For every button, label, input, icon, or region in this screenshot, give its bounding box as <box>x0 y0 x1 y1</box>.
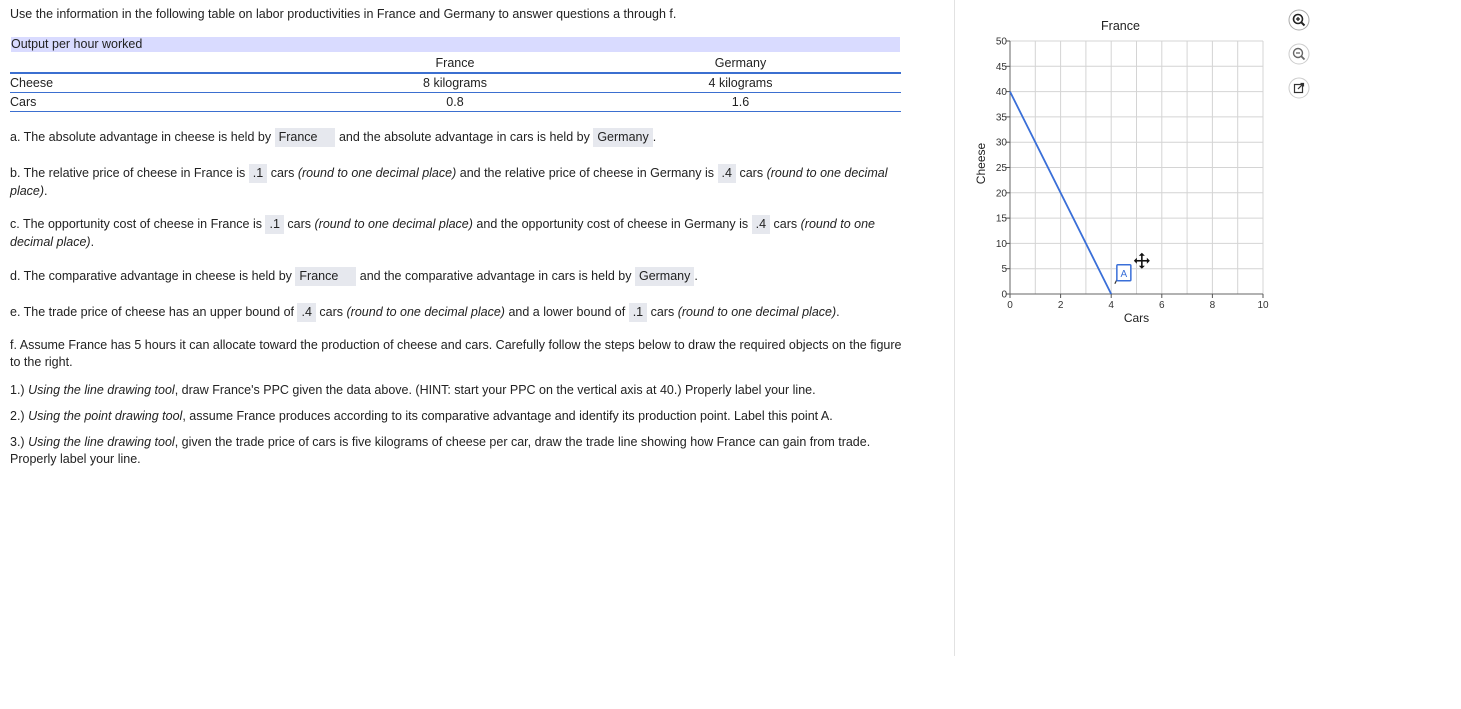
x-tick-label: 10 <box>1257 300 1269 311</box>
table-cell: 0.8 <box>330 93 580 112</box>
y-tick-label: 0 <box>1001 289 1007 301</box>
y-tick-label: 10 <box>995 238 1007 250</box>
table-row <box>10 73 901 93</box>
answer-field-b2[interactable]: .4 <box>718 164 736 183</box>
y-tick-label: 20 <box>995 188 1007 200</box>
zoom-out-icon[interactable] <box>1288 43 1310 65</box>
table-cell: Cars <box>10 93 330 112</box>
y-tick-label: 35 <box>995 112 1007 124</box>
x-tick-label: 0 <box>1007 300 1013 311</box>
table-header-cell <box>10 54 330 73</box>
y-tick-label: 45 <box>995 61 1007 73</box>
answer-field-b1[interactable]: .1 <box>249 164 267 183</box>
x-axis-label: Cars <box>1123 311 1150 325</box>
y-tick-label: 5 <box>1001 264 1007 276</box>
answer-field-a2[interactable]: Germany <box>593 128 652 147</box>
y-axis-label: Cheese <box>974 142 988 185</box>
zoom-in-icon[interactable] <box>1288 9 1310 31</box>
step-2: 2.) Using the point drawing tool, assume France produces according to its comparative advantage and identify its production point. Label this point A. <box>10 409 833 423</box>
answer-field-e1[interactable]: .4 <box>297 303 315 322</box>
y-tick-label: 30 <box>995 137 1007 149</box>
table-cell: 4 kilograms <box>580 73 901 93</box>
question-f: f. Assume France has 5 hours it can allocate toward the production of cheese and cars. Carefully follow the steps below to draw the required objects on the figure to the right. <box>10 338 902 369</box>
answer-field-d2[interactable]: Germany <box>635 267 694 286</box>
y-tick-label: 15 <box>995 213 1007 225</box>
panel-divider <box>954 0 955 656</box>
step-1: 1.) Using the line drawing tool, draw France's PPC given the data above. (HINT: start your PPC on the vertical axis at 40.) Properly label your line. <box>10 383 816 397</box>
table-cell: 8 kilograms <box>330 73 580 93</box>
answer-field-d1[interactable]: France <box>295 267 356 286</box>
table-header-cell: France <box>330 54 580 73</box>
table-row <box>10 93 901 112</box>
x-tick-label: 2 <box>1057 300 1064 311</box>
y-tick-label: 40 <box>995 87 1007 99</box>
question-e: e. The trade price of cheese has an upper bound of .4 cars (round to one decimal place) and a lower bound of .1 cars (round to one decimal place). <box>10 303 840 322</box>
table-cell: Cheese <box>10 73 330 93</box>
answer-field-e2[interactable]: .1 <box>629 303 647 322</box>
x-tick-label: 4 <box>1108 300 1114 311</box>
step-3: 3.) Using the line drawing tool, given the trade price of cars is five kilograms of cheese per car, draw the trade line showing how France can gain from trade. Properly label your line. <box>10 435 871 466</box>
intro-text: Use the information in the following table on labor productivities in France and Germany to answer questions a through f. <box>10 7 677 21</box>
x-tick-label: 6 <box>1159 300 1165 311</box>
popout-icon[interactable] <box>1288 77 1310 99</box>
table-header-cell: Germany <box>580 54 901 73</box>
answer-field-c2[interactable]: .4 <box>752 215 770 234</box>
chart-title: France <box>1101 19 1140 33</box>
france-ppc-chart[interactable] <box>960 10 1280 330</box>
question-b: b. The relative price of cheese in France is .1 cars (round to one decimal place) and the relative price of cheese in Germany is .4 cars (round to one decimal place). <box>10 166 888 198</box>
question-d: d. The comparative advantage in cheese is held by France and the comparative advantage in cars is held by Germany . <box>10 267 698 286</box>
question-c: c. The opportunity cost of cheese in France is .1 cars (round to one decimal place) and the opportunity cost of cheese in Germany is .4 cars (round to one decimal place). <box>10 217 875 249</box>
table-cell: 1.6 <box>580 93 901 112</box>
answer-field-c1[interactable]: .1 <box>265 215 283 234</box>
point-a-label: A <box>1120 268 1128 280</box>
answer-field-a1[interactable]: France <box>275 128 336 147</box>
productivity-table <box>10 54 901 112</box>
question-a: a. The absolute advantage in cheese is held by France and the absolute advantage in cars is held by Germany . <box>10 128 656 147</box>
x-tick-label: 8 <box>1209 300 1216 311</box>
table-header-row <box>10 54 901 73</box>
table-caption: Output per hour worked <box>11 37 900 52</box>
y-tick-label: 25 <box>995 163 1007 174</box>
y-tick-label: 50 <box>995 36 1007 48</box>
